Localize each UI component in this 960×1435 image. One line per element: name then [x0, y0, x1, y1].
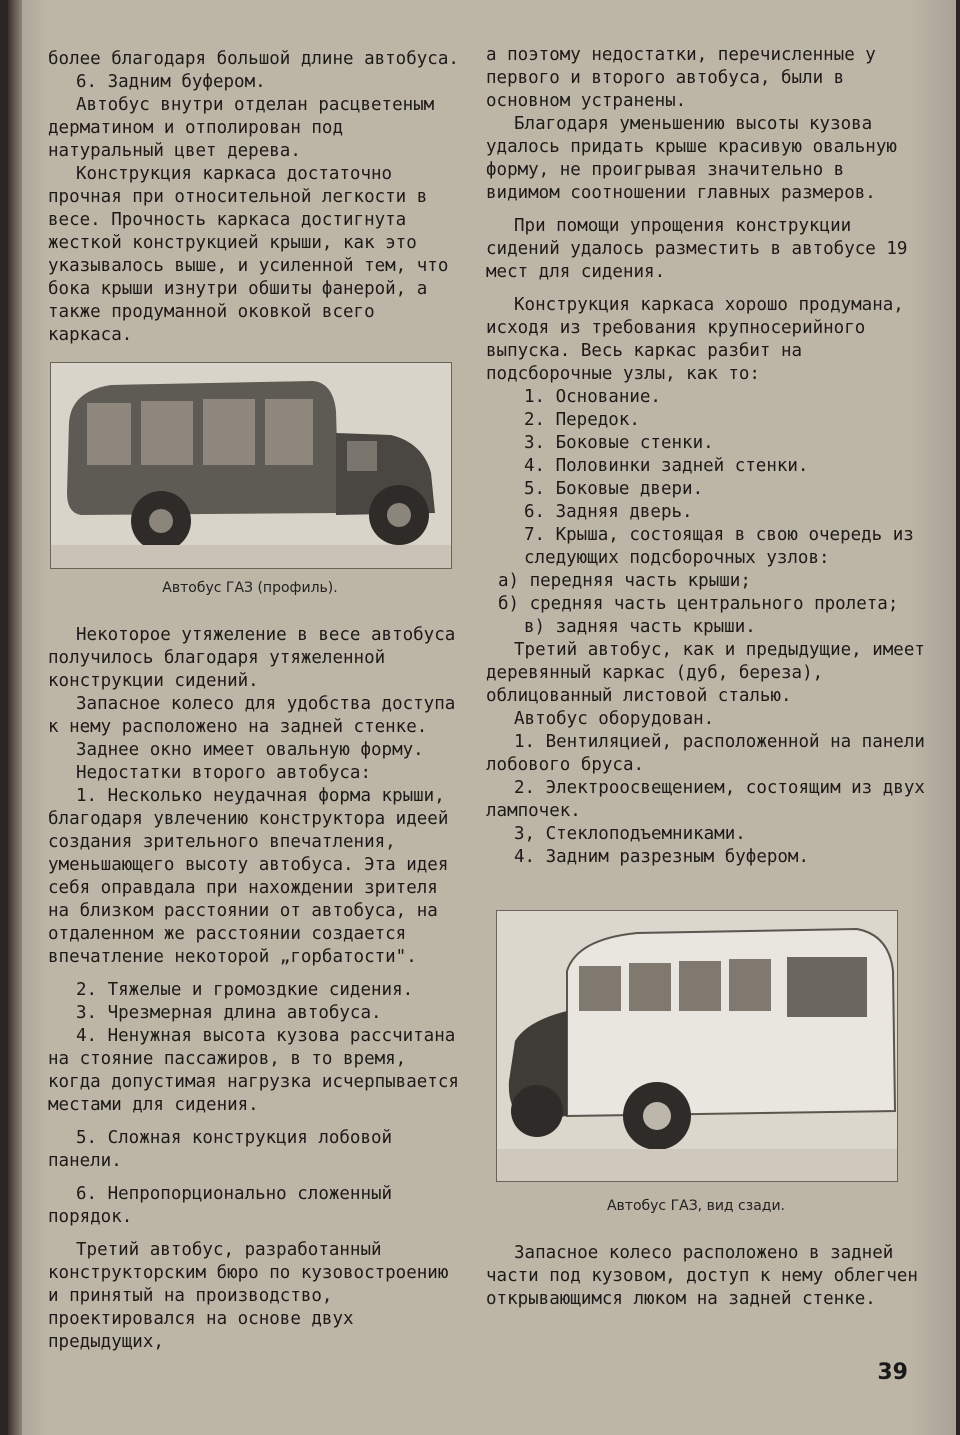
paragraph: Запасное колесо расположено в задней части под кузовом, доступ к нему облегчен открывающимся люком на задней стенке. [486, 1243, 918, 1309]
bus-rear-illustration [497, 911, 897, 1181]
left-column [48, 48, 460, 347]
defect-item: 4. Ненужная высота кузова рассчитана на стояние пассажиров, в то время, когда допустимая нагрузка исчерпывается местами для сидения. [48, 1026, 459, 1115]
paragraph: Запасное колесо для удобства доступа к нему расположено на задней стенке. [48, 694, 456, 737]
assembly-item: 7. Крыша, состоящая в свою очередь из следующих подсборочных узлов: [524, 525, 914, 568]
paragraph: Конструкция каркаса достаточно прочная при относительной легкости в весе. Прочность каркаса достигнута жесткой конструкцией крыши, как это указывалось выше, и усиленной тем, что бока крыши изнутри обшиты фанерой, а также продуманной оковкой всего каркаса. [48, 164, 449, 345]
paragraph: Благодаря уменьшению высоты кузова удалось придать крыше красивую овальную форму, не проигрывая значительно в видимом соотношении главных размеров. [486, 114, 897, 203]
equipment-item: 4. Задним разрезным буфером. [514, 847, 810, 867]
left-column-continued [48, 624, 460, 1354]
assembly-item: 5. Боковые двери. [524, 479, 704, 499]
bus-profile-illustration [51, 363, 451, 568]
paragraph: 6. Задним буфером. [76, 72, 266, 92]
defect-item: 2. Тяжелые и громоздкие сидения. [76, 980, 414, 1000]
defect-item: 5. Сложная конструкция лобовой панели. [48, 1128, 393, 1171]
roof-part-item: в) задняя часть крыши. [524, 617, 756, 637]
assembly-item: 4. Половинки задней стенки. [524, 456, 809, 476]
equipment-item: 2. Электроосвещением, состоящим из двух лампочек. [486, 778, 925, 821]
defect-item: 6. Непропорционально сложенный порядок. [48, 1184, 393, 1227]
photo-caption: Автобус ГАЗ (профиль). [162, 580, 338, 596]
paragraph: Заднее окно имеет овальную форму. [76, 740, 424, 760]
defect-item: 3. Чрезмерная длина автобуса. [76, 1003, 382, 1023]
paragraph: Автобус оборудован. [514, 709, 715, 729]
paragraph: Некоторое утяжеление в весе автобуса получилось благодаря утяжеленной конструкции сидений. [48, 625, 456, 691]
paragraph: Конструкция каркаса хорошо продумана, исходя из требования крупносерийного выпуска. Весь каркас разбит на подсборочные узлы, как то: [486, 295, 904, 384]
assembly-item: 1. Основание. [524, 387, 661, 407]
equipment-item: 1. Вентиляцией, расположенной на панели лобового бруса. [486, 732, 925, 775]
page-gutter [8, 0, 22, 1435]
paragraph: более благодаря большой длине автобуса. [48, 49, 459, 69]
assembly-item: 3. Боковые стенки. [524, 433, 714, 453]
right-column-closing [486, 1242, 926, 1311]
assembly-item: 6. Задняя дверь. [524, 502, 693, 522]
magazine-page [8, 0, 956, 1435]
bus-profile-photo [50, 362, 452, 569]
paragraph: Третий автобус, разработанный конструкторским бюро по кузовостроению и принятый на производство, проектировался на основе двух предыдущих, [48, 1240, 449, 1352]
paragraph: а поэтому недостатки, перечисленные у первого и второго автобуса, были в основном устранены. [486, 45, 876, 111]
page-number: 39 [877, 1360, 908, 1385]
roof-part-item: а) передняя часть крыши; [498, 571, 751, 591]
paragraph: При помощи упрощения конструкции сидений удалось разместить в автобусе 19 мест для сидения. [486, 216, 908, 282]
bus-rear-photo [496, 910, 898, 1182]
right-column [486, 44, 926, 869]
paragraph: Недостатки второго автобуса: [76, 763, 372, 783]
defect-item: 1. Несколько неудачная форма крыши, благодаря увлечению конструктора идеей создания зрительного впечатления, уменьшающего высоту автобуса. Эта идея себя оправдала при нахождении зрителя на близком расстоянии от автобуса, на отдаленном же расстоянии создается впечатление некоторой „горбатости". [48, 786, 449, 967]
paragraph: Третий автобус, как и предыдущие, имеет деревянный каркас (дуб, береза), облицованный листовой сталью. [486, 640, 925, 706]
paragraph: Автобус внутри отделан расцветеным дерматином и отполирован под натуральный цвет дерева. [48, 95, 435, 161]
photo-caption: Автобус ГАЗ, вид сзади. [606, 1198, 786, 1214]
roof-part-item: б) средняя часть центрального пролета; [498, 594, 899, 614]
equipment-item: 3, Стеклоподъемниками. [514, 824, 746, 844]
assembly-item: 2. Передок. [524, 410, 640, 430]
